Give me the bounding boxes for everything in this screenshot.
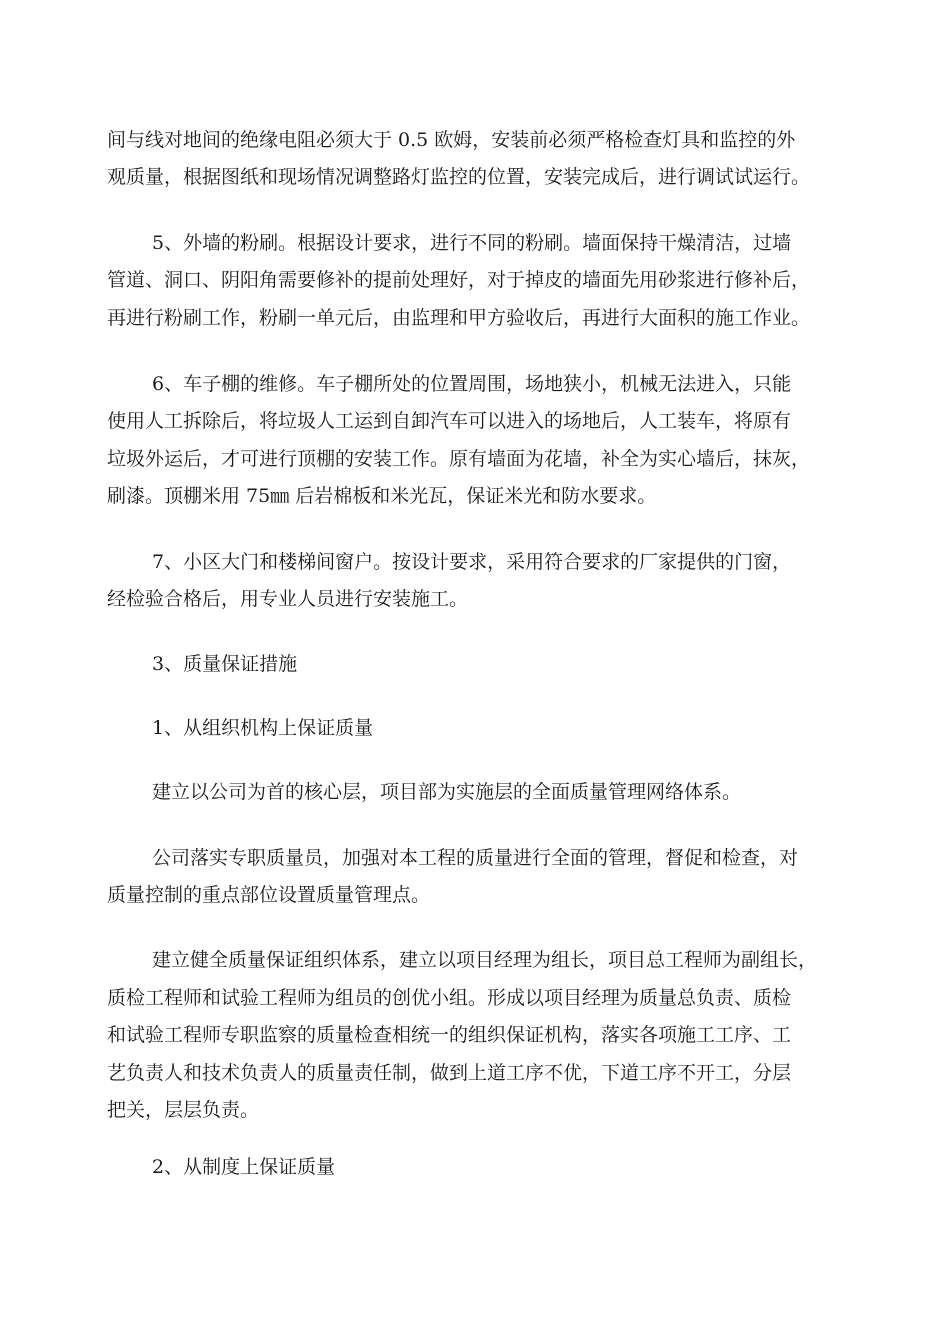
paragraph-5-heading: 5、外墙的粉刷。根据设计要求，进行不同的粉刷。墙面保持干燥清洁，过墙	[152, 232, 792, 254]
text-line: 建立以公司为首的核心层，项目部为实施层的全面质量管理网络体系。	[152, 781, 742, 803]
paragraph-6-heading: 6、车子棚的维修。车子棚所处的位置周围，场地狭小，机械无法进入，只能	[152, 373, 792, 395]
text-line: 质量控制的重点部位设置质量管理点。	[107, 884, 431, 906]
subsection-heading-system: 2、从制度上保证质量	[152, 1156, 336, 1178]
text-line: 建立健全质量保证组织体系，建立以项目经理为组长，项目总工程师为副组长，	[152, 949, 818, 971]
section-heading-quality-measures: 3、质量保证措施	[152, 653, 298, 675]
paragraph-7-heading: 7、小区大门和楼梯间窗户。按设计要求，采用符合要求的厂家提供的门窗，	[152, 551, 792, 573]
text-line: 观质量，根据图纸和现场情况调整路灯监控的位置，安装完成后，进行调试试运行。	[107, 166, 811, 188]
text-line: 公司落实专职质量员，加强对本工程的质量进行全面的管理，督促和检查，对	[152, 847, 799, 869]
text-line: 管道、洞口、阴阳角需要修补的提前处理好，对于掉皮的墙面先用砂浆进行修补后，	[107, 269, 811, 291]
text-line: 质检工程师和试验工程师为组员的创优小组。形成以项目经理为质量总负责、质检	[107, 987, 792, 1009]
text-line: 垃圾外运后，才可进行顶棚的安装工作。原有墙面为花墙，补全为实心墙后，抹灰，	[107, 448, 811, 470]
subsection-heading-organization: 1、从组织机构上保证质量	[152, 717, 374, 739]
text-line: 使用人工拆除后，将垃圾人工运到自卸汽车可以进入的场地后，人工装车，将原有	[107, 410, 792, 432]
text-line: 刷漆。顶棚米用 75㎜ 后岩棉板和米光瓦，保证米光和防水要求。	[107, 485, 657, 507]
text-line: 和试验工程师专职监察的质量检查相统一的组织保证机构，落实各项施工工序、工	[107, 1024, 792, 1046]
text-line: 艺负责人和技术负责人的质量责任制，做到上道工序不优，下道工序不开工，分层	[107, 1062, 792, 1084]
text-line: 再进行粉刷工作，粉刷一单元后，由监理和甲方验收后，再进行大面积的施工作业。	[107, 307, 811, 329]
text-line: 经检验合格后，用专业人员进行安装施工。	[107, 588, 469, 610]
text-line: 把关，层层负责。	[107, 1099, 260, 1121]
text-line: 间与线对地间的绝缘电阻必须大于 0.5 欧姆，安装前必须严格检查灯具和监控的外	[107, 129, 796, 151]
